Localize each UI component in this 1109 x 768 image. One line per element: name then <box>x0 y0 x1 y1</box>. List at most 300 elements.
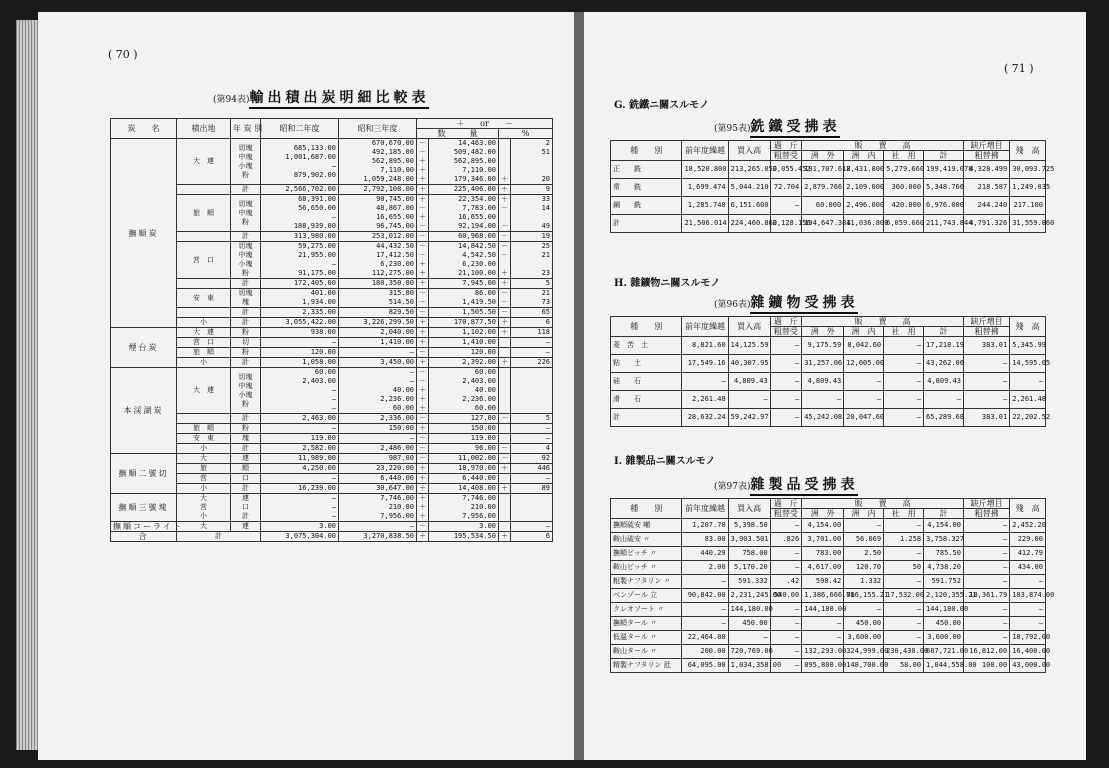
overseas-cell: 3,701.00 <box>802 533 844 547</box>
table-row <box>111 242 553 279</box>
table-row <box>611 337 1046 355</box>
pct-cell: — <box>511 522 553 532</box>
over-cell: — <box>770 645 802 659</box>
quantity-cell: 14,408.00 <box>429 484 499 494</box>
quantity-cell: 119.00 <box>429 434 499 444</box>
sign-cell: ＋ － ＋ － <box>417 195 429 232</box>
location-cell: 小 <box>177 318 231 328</box>
prev-cell: 18,520.800 <box>682 161 728 179</box>
showa3-cell: 2,040.00 <box>339 328 417 338</box>
showa3-cell: 90,745.00 48,867.00 16,655.00 96,745.00 <box>339 195 417 232</box>
type-cell: 計 <box>231 308 261 318</box>
table-row <box>111 358 553 368</box>
type-cell: 切塊 中塊 小塊 粉 <box>231 139 261 185</box>
table-number: (第95表) <box>714 124 751 134</box>
type-cell: 連 口 計 <box>231 494 261 522</box>
showa3-cell: 23,220.00 <box>339 464 417 474</box>
total-cell: 4,154.00 <box>924 519 964 533</box>
short-cell: — <box>963 533 1009 547</box>
item-name-cell: 鞍山硫安 〃 <box>611 533 682 547</box>
showa3-cell: 2,486.00 <box>339 444 417 454</box>
purchase-cell: — <box>728 631 770 645</box>
showa3-cell: 2,336.00 <box>339 414 417 424</box>
showa2-cell: 3,055,422.00 <box>261 318 339 328</box>
col-purchase-header: 買入高 <box>728 141 770 161</box>
col-sales-header: 販 賣 高 <box>802 141 964 151</box>
showa3-cell: 1,410.00 <box>339 338 417 348</box>
type-cell: 計 <box>231 185 261 195</box>
table-row <box>111 368 553 414</box>
pct-sign-cell <box>499 348 511 358</box>
type-cell: 切塊 塊 <box>231 289 261 308</box>
table-row <box>611 409 1046 427</box>
item-name-cell: 菱 苦 土 <box>611 337 682 355</box>
purchase-cell: 4,809.43 <box>728 373 770 391</box>
own-cell: — <box>884 391 924 409</box>
balance-cell: — <box>1010 575 1046 589</box>
showa3-cell: 44,432.50 17,412.50 6,230.00 112,275.00 <box>339 242 417 279</box>
col-balance-header: 殘 高 <box>1010 499 1046 519</box>
location-cell: 大 <box>177 522 231 532</box>
table-title <box>714 116 840 136</box>
showa3-cell: 150.00 <box>339 424 417 434</box>
prev-cell: 83.00 <box>682 533 728 547</box>
table-row <box>611 645 1046 659</box>
table-number: (第94表) <box>213 95 250 105</box>
item-name-cell: 撫順タール 〃 <box>611 617 682 631</box>
table-row <box>611 575 1046 589</box>
showa2-cell: 11,989.00 <box>261 454 339 464</box>
showa3-cell: — — 40.00 2,236.00 60.00 <box>339 368 417 414</box>
short-cell: 16,812.00 <box>963 645 1009 659</box>
table-row <box>111 444 553 454</box>
showa2-cell: 401.00 1,934.00 <box>261 289 339 308</box>
domestic-cell: 324,999.00 <box>844 645 884 659</box>
total-cell: — <box>924 391 964 409</box>
pct-cell: 92 <box>511 454 553 464</box>
sign-cell: － <box>417 308 429 318</box>
sign-cell: － <box>417 454 429 464</box>
balance-cell: 217.100 <box>1010 197 1046 215</box>
table-row <box>111 328 553 338</box>
table-title-text: 銑鐵受拂表 <box>750 119 840 138</box>
own-cell: 360.000 <box>884 179 924 197</box>
showa3-cell: — <box>339 522 417 532</box>
location-cell <box>177 185 231 195</box>
table-row <box>611 197 1046 215</box>
col-pct-header: % <box>499 129 553 139</box>
item-name-cell: 計 <box>611 409 682 427</box>
over-cell: — <box>770 409 802 427</box>
table-row <box>611 519 1046 533</box>
sign-cell: ＋ <box>417 484 429 494</box>
total-cell: 3,758.327 <box>924 533 964 547</box>
overseas-cell: 45,242.08 <box>802 409 844 427</box>
over-cell: 2,055.452 <box>770 161 802 179</box>
showa2-cell: 1,058.00 <box>261 358 339 368</box>
prev-cell: 440.29 <box>682 547 728 561</box>
showa2-cell: 119.00 <box>261 434 339 444</box>
overseas-cell: 590.42 <box>802 575 844 589</box>
prev-cell: — <box>682 617 728 631</box>
showa2-cell: 172,405.00 <box>261 279 339 289</box>
pct-cell: 2 51 20 <box>511 139 553 185</box>
purchase-cell: 591.332 <box>728 575 770 589</box>
purchase-cell: 720,769.00 <box>728 645 770 659</box>
prev-cell: 2.00 <box>682 561 728 575</box>
col-location-header: 積出地 <box>177 119 231 139</box>
pct-sign-cell: ＋ <box>499 328 511 338</box>
prev-cell: — <box>682 575 728 589</box>
quantity-cell: 1,410.00 <box>429 338 499 348</box>
col-balance-header: 殘 高 <box>1010 317 1046 337</box>
domestic-cell: 120.70 <box>844 561 884 575</box>
prev-cell: 17,549.16 <box>682 355 728 373</box>
balance-cell: 22,202.52 <box>1010 409 1046 427</box>
table-title-text: 輸出積出炭明細比較表 <box>249 90 429 109</box>
short-cell: — <box>963 631 1009 645</box>
showa3-cell: 180,350.00 <box>339 279 417 289</box>
location-cell: 営 口 <box>177 338 231 348</box>
total-cell: 2,120,355.21 <box>924 589 964 603</box>
table-row <box>111 348 553 358</box>
col-over-header: 過 斤 <box>770 317 802 327</box>
domestic-cell: 20,047.60 <box>844 409 884 427</box>
type-cell: 計 <box>231 279 261 289</box>
domestic-cell: 716,155.21 <box>844 589 884 603</box>
type-cell: 計 <box>231 444 261 454</box>
purchase-cell: 5,170.20 <box>728 561 770 575</box>
type-cell: 切塊 中塊 小塊 粉 <box>231 242 261 279</box>
showa3-cell: 30,647.00 <box>339 484 417 494</box>
showa3-cell: 670,670.00 492,185.00 562,895.00 7,110.00 1,059,248.00 <box>339 139 417 185</box>
total-cell: 4,809.43 <box>924 373 964 391</box>
sign-cell: － <box>417 522 429 532</box>
table-row <box>111 338 553 348</box>
sign-cell: － <box>417 348 429 358</box>
col-over-header: 過 斤 <box>770 141 802 151</box>
pct-cell: 19 <box>511 232 553 242</box>
total-pct: 6 <box>511 532 553 542</box>
total-pct-sign: ＋ <box>499 532 511 542</box>
location-cell: 大 営 小 <box>177 494 231 522</box>
col-short2-header: 粗替拂 <box>963 151 1009 161</box>
own-cell: — <box>884 617 924 631</box>
total-label-2: 計 <box>177 532 261 542</box>
total-cell: 5,348.766 <box>924 179 964 197</box>
table-row <box>111 474 553 484</box>
balance-cell: 183,874.00 <box>1010 589 1046 603</box>
pct-sign-cell: － － ＋ <box>499 242 511 279</box>
col-total-header: 計 <box>924 509 964 519</box>
own-cell: — <box>884 575 924 589</box>
overseas-cell: 2,879.766 <box>802 179 844 197</box>
purchase-cell: 5,044.210 <box>728 179 770 197</box>
sign-cell: ＋ ＋ ＋ <box>417 494 429 522</box>
purchase-cell: — <box>728 391 770 409</box>
quantity-cell: 2,392.00 <box>429 358 499 368</box>
total-row <box>111 532 553 542</box>
col-type-header: 種 別 <box>611 141 682 161</box>
overseas-cell: 9,175.59 <box>802 337 844 355</box>
item-name-cell: 粘 土 <box>611 355 682 373</box>
showa2-cell: — <box>261 338 339 348</box>
domestic-cell: — <box>844 519 884 533</box>
pct-sign-cell <box>499 424 511 434</box>
showa2-cell: 938.00 <box>261 328 339 338</box>
quantity-cell: 1,102.00 <box>429 328 499 338</box>
showa2-cell: — <box>261 424 339 434</box>
prev-cell: — <box>682 603 728 617</box>
coal-name-cell: 本渓湖炭 <box>111 368 177 454</box>
quantity-cell: 1,505.50 <box>429 308 499 318</box>
showa3-cell: 2,792,108.00 <box>339 185 417 195</box>
location-cell <box>177 279 231 289</box>
pct-sign-cell: － － <box>499 289 511 308</box>
showa3-cell: 315.00 514.50 <box>339 289 417 308</box>
own-cell: 17,532.00 <box>884 589 924 603</box>
sign-cell: ＋ <box>417 318 429 328</box>
sign-cell: － － <box>417 289 429 308</box>
balance-cell: 2,452.20 <box>1010 519 1046 533</box>
total-showa2: 3,075,304.00 <box>261 532 339 542</box>
col-purchase-header: 買入高 <box>728 317 770 337</box>
total-quantity: 195,534.50 <box>429 532 499 542</box>
item-name-cell: 粗製ナフタリン 〃 <box>611 575 682 589</box>
domestic-cell: 450.00 <box>844 617 884 631</box>
pct-sign-cell: ＋ － － <box>499 195 511 232</box>
sign-cell: ＋ <box>417 424 429 434</box>
short-cell: — <box>963 547 1009 561</box>
showa2-cell: 16,239.00 <box>261 484 339 494</box>
total-cell: 450.00 <box>924 617 964 631</box>
total-cell: 785.50 <box>924 547 964 561</box>
pct-cell: — <box>511 348 553 358</box>
pct-sign-cell: － <box>499 232 511 242</box>
overseas-cell: 144,180.00 <box>802 603 844 617</box>
total-cell: 43,262.06 <box>924 355 964 373</box>
item-name-cell: 鞍山ピッチ 〃 <box>611 561 682 575</box>
table-row <box>111 232 553 242</box>
col-own-header: 社 用 <box>884 509 924 519</box>
quantity-cell: 60,968.00 <box>429 232 499 242</box>
quantity-cell: 170,877.50 <box>429 318 499 328</box>
showa3-cell: — <box>339 434 417 444</box>
showa3-cell: 3,226,299.50 <box>339 318 417 328</box>
pct-cell: 5 <box>511 279 553 289</box>
table-row <box>111 464 553 474</box>
purchase-cell: 14,125.59 <box>728 337 770 355</box>
short-cell: — <box>963 561 1009 575</box>
coal-name-cell: 撫順炭 <box>111 139 177 328</box>
pct-sign-cell: － <box>499 454 511 464</box>
showa2-cell: 2,463.00 <box>261 414 339 424</box>
col-over2-header: 粗替受 <box>770 327 802 337</box>
page-number: ( 70 ) <box>108 48 138 61</box>
location-cell <box>177 232 231 242</box>
own-cell: — <box>884 547 924 561</box>
balance-cell: 412.79 <box>1010 547 1046 561</box>
pct-sign-cell: － <box>499 444 511 454</box>
own-cell: 6,059.660 <box>884 215 924 233</box>
col-type-header: 種 別 <box>611 317 682 337</box>
location-cell: 旅 順 <box>177 195 231 232</box>
pct-sign-cell: ＋ <box>499 279 511 289</box>
sign-cell: ＋ <box>417 474 429 484</box>
col-type-header: 種 別 <box>611 499 682 519</box>
total-cell: 65,289.68 <box>924 409 964 427</box>
table-number: (第96表) <box>714 300 751 310</box>
sign-cell: ＋ <box>417 328 429 338</box>
location-cell: 小 <box>177 484 231 494</box>
type-cell: 計 <box>231 358 261 368</box>
receipt-payment-table <box>610 316 1051 427</box>
overseas-cell: 4,809.43 <box>802 373 844 391</box>
purchase-cell: 144,180.00 <box>728 603 770 617</box>
table-row <box>611 631 1046 645</box>
showa3-cell: 6,440.00 <box>339 474 417 484</box>
col-domestic-header: 洲 内 <box>844 327 884 337</box>
receipt-payment-table <box>610 498 1055 673</box>
col-short2-header: 粗替拂 <box>963 509 1009 519</box>
item-name-cell: 撫順硫安 噸 <box>611 519 682 533</box>
own-cell: — <box>884 355 924 373</box>
prev-cell: 8,821.60 <box>682 337 728 355</box>
location-cell: 大 <box>177 454 231 464</box>
table-title <box>714 292 858 312</box>
col-s2-header: 昭和二年度 <box>261 119 339 139</box>
over-cell: — <box>770 355 802 373</box>
location-cell: 営 口 <box>177 242 231 279</box>
balance-cell: 18,792.00 <box>1010 631 1046 645</box>
overseas-cell: 1,386,666.00 <box>802 589 844 603</box>
col-short-header: 缺斤増目 <box>963 141 1009 151</box>
page-number: ( 71 ) <box>1004 62 1034 75</box>
total-cell: 1,044,558.00 <box>924 659 964 673</box>
quantity-cell: 22,354.00 7,783.00 16,655.00 92,194.00 <box>429 195 499 232</box>
short-cell: 4,328.499 <box>963 161 1009 179</box>
pct-sign-cell <box>499 368 511 414</box>
over-cell: — <box>770 659 802 673</box>
location-cell: 大 連 <box>177 139 231 185</box>
short-cell: 100.00 <box>963 659 1009 673</box>
sign-cell: － － ＋ ＋ <box>417 242 429 279</box>
type-cell: 粉 <box>231 348 261 358</box>
balance-cell: — <box>1010 617 1046 631</box>
showa2-cell: 120.00 <box>261 348 339 358</box>
pct-cell: 9 <box>511 185 553 195</box>
own-cell: 5,279.660 <box>884 161 924 179</box>
showa2-cell: 59,275.00 21,955.00 — 91,175.00 <box>261 242 339 279</box>
table-row <box>111 195 553 232</box>
table-row <box>611 589 1046 603</box>
prev-cell: 200.00 <box>682 645 728 659</box>
domestic-cell: 2,109.000 <box>844 179 884 197</box>
showa3-cell: 987.00 <box>339 454 417 464</box>
showa2-cell: 313,980.00 <box>261 232 339 242</box>
total-cell: 211,743.844 <box>924 215 964 233</box>
book-page-edge <box>16 20 38 750</box>
item-name-cell: 鋼 銑 <box>611 197 682 215</box>
domestic-cell: 12,005.00 <box>844 355 884 373</box>
balance-cell: 434.00 <box>1010 561 1046 575</box>
balance-cell: 16,400.00 <box>1010 645 1046 659</box>
header-row <box>611 141 1046 151</box>
domestic-cell: 148,700.00 <box>844 659 884 673</box>
col-prev-header: 前年度繰越 <box>682 141 728 161</box>
total-cell: 199,419.078 <box>924 161 964 179</box>
short-cell: — <box>963 603 1009 617</box>
domestic-cell: — <box>844 603 884 617</box>
overseas-cell: 132,293.00 <box>802 645 844 659</box>
type-cell: 切塊 中塊 粉 <box>231 195 261 232</box>
type-cell: 口 <box>231 474 261 484</box>
table-title <box>714 474 858 494</box>
own-cell: 50 <box>884 561 924 575</box>
short-cell: 4,791.326 <box>963 215 1009 233</box>
showa2-cell: 3.00 <box>261 522 339 532</box>
own-cell: 1.258 <box>884 533 924 547</box>
over-cell: — <box>770 373 802 391</box>
total-sign: ＋ <box>417 532 429 542</box>
balance-cell: 229.00 <box>1010 533 1046 547</box>
col-overseas-header: 洲 外 <box>802 151 844 161</box>
own-cell: — <box>884 373 924 391</box>
sign-cell: ＋ <box>417 358 429 368</box>
balance-cell: 14,595.05 <box>1010 355 1046 373</box>
type-cell: 塊 <box>231 434 261 444</box>
type-cell: 計 <box>231 414 261 424</box>
showa2-cell: — <box>261 474 339 484</box>
col-over-header: 過 斤 <box>770 499 802 509</box>
quantity-cell: 6,440.00 <box>429 474 499 484</box>
col-balance-header: 殘 高 <box>1010 141 1046 161</box>
overseas-cell: 194,647.384 <box>802 215 844 233</box>
table-row <box>111 289 553 308</box>
pct-cell: 89 <box>511 484 553 494</box>
quantity-cell: 96.00 <box>429 444 499 454</box>
overseas-cell: 191,707.618 <box>802 161 844 179</box>
over-cell: — <box>770 547 802 561</box>
purchase-cell: 40,307.95 <box>728 355 770 373</box>
domestic-cell: 11,036.800 <box>844 215 884 233</box>
purchase-cell: 758.00 <box>728 547 770 561</box>
domestic-cell: 8,042.60 <box>844 337 884 355</box>
over-cell: — <box>770 603 802 617</box>
showa3-cell: — <box>339 348 417 358</box>
table-row <box>111 318 553 328</box>
table-number: (第97表) <box>714 482 751 492</box>
over-cell: 72.704 <box>770 179 802 197</box>
short-cell: 244.240 <box>963 197 1009 215</box>
balance-cell: 2,261.48 <box>1010 391 1046 409</box>
table-row <box>611 561 1046 575</box>
pct-cell: 446 <box>511 464 553 474</box>
pct-sign-cell <box>499 474 511 484</box>
total-cell: 6,976.000 <box>924 197 964 215</box>
table-row <box>111 424 553 434</box>
location-cell: 小 <box>177 444 231 454</box>
prev-cell: 64,095.00 <box>682 659 728 673</box>
over-cell: .42 <box>770 575 802 589</box>
item-name-cell: 鞍山タール 〃 <box>611 645 682 659</box>
quantity-cell: 18,970.00 <box>429 464 499 474</box>
sign-cell: － <box>417 414 429 424</box>
item-name-cell: 硅 石 <box>611 373 682 391</box>
table-row <box>111 494 553 522</box>
over-cell: — <box>770 391 802 409</box>
type-cell: 計 <box>231 232 261 242</box>
